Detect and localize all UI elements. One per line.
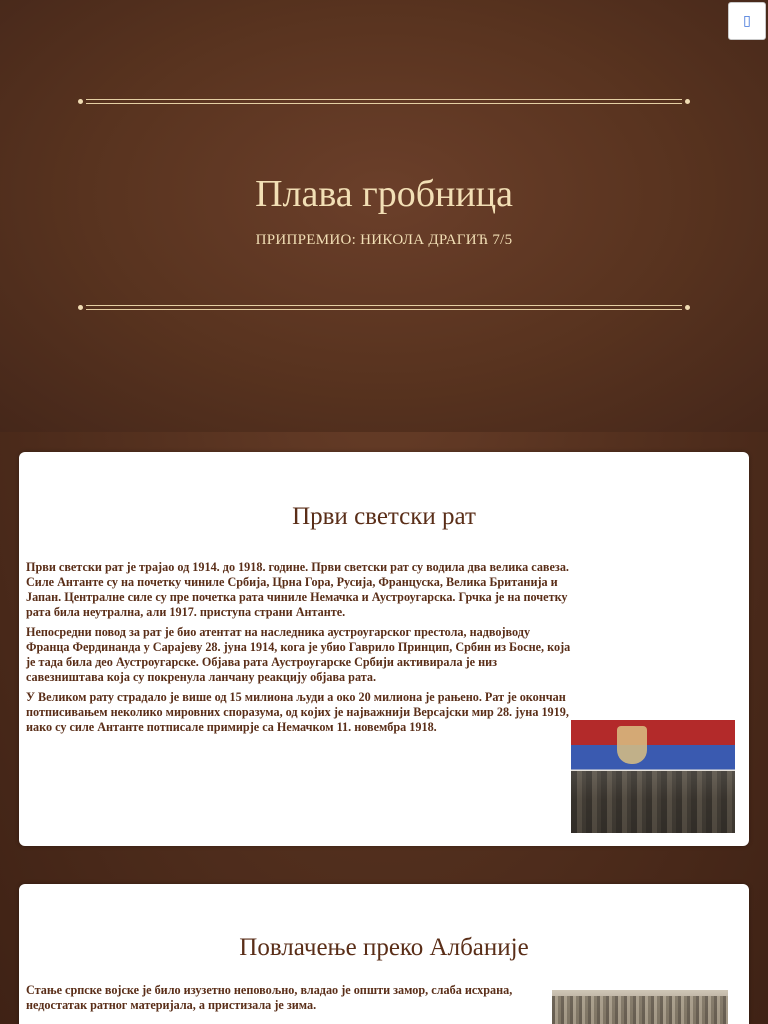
bottom-ornament-divider (78, 305, 690, 311)
document-view-button[interactable] (728, 2, 766, 40)
slide-heading: Повлачење преко Албаније (239, 934, 529, 961)
slide-card-albania (19, 884, 749, 1024)
presentation-subtitle: ПРИПРЕМИО: НИКОЛА ДРАГИЋ 7/5 (255, 232, 513, 248)
top-ornament-divider (78, 99, 690, 105)
crowd-image (552, 996, 728, 1024)
soldiers-image (571, 771, 735, 833)
presentation-title: Плава гробница (255, 173, 513, 215)
slide-heading: Први светски рат (292, 503, 476, 530)
document-icon: ▯ (743, 13, 751, 29)
paragraph: Непосредни повод за рат је био атентат на наследника аустроугарског престола, надвојводу Франца Фердинанда у Сарајеву 28. јуна 1914, кога је убио Гаврило Принцип, Србин из Босне, која је тада била део Аустроугарске. Објава рата Аустроугарске Србији активирала је низ савезништава која су покренула ланчану реакцију објава рата. (26, 625, 571, 684)
slide-body (26, 560, 574, 740)
retreat-photo (552, 990, 728, 1024)
coat-of-arms-icon (617, 726, 647, 764)
paragraph: Стање српске војске је било изузетно неповољно, владао је општи замор, слаба исхрана, недостатак ратног материјала, а пристизала је зима. (26, 983, 513, 1012)
title-slide (0, 0, 768, 432)
paragraph: У Великом рату страдало је више од 15 милиона људи а око 20 милиона је рањено. Рат је окончан потписивањем неколико мировних споразума, од којих је најважнији Версајски мир 28. јуна 1919, иако су силе Антанте потписале примирје са Немачком 11. новембра 1918. (26, 690, 569, 734)
serbian-army-flag-photo (571, 720, 735, 833)
slide-card-ww1 (19, 452, 749, 846)
slide-body (26, 983, 536, 1018)
paragraph: Први светски рат је трајао од 1914. до 1918. године. Први светски рат су водила два велика савеза. Силе Антанте су на почетку чиниле Србија, Црна Гора, Русија, Француска, Велика Британија и Јапан. Централне силе су пре почетка рата чиниле Немачка и Аустроугарска. Грчка је на почетку рата била неутрална, али 1917. приступа страни Антанте. (26, 560, 569, 619)
